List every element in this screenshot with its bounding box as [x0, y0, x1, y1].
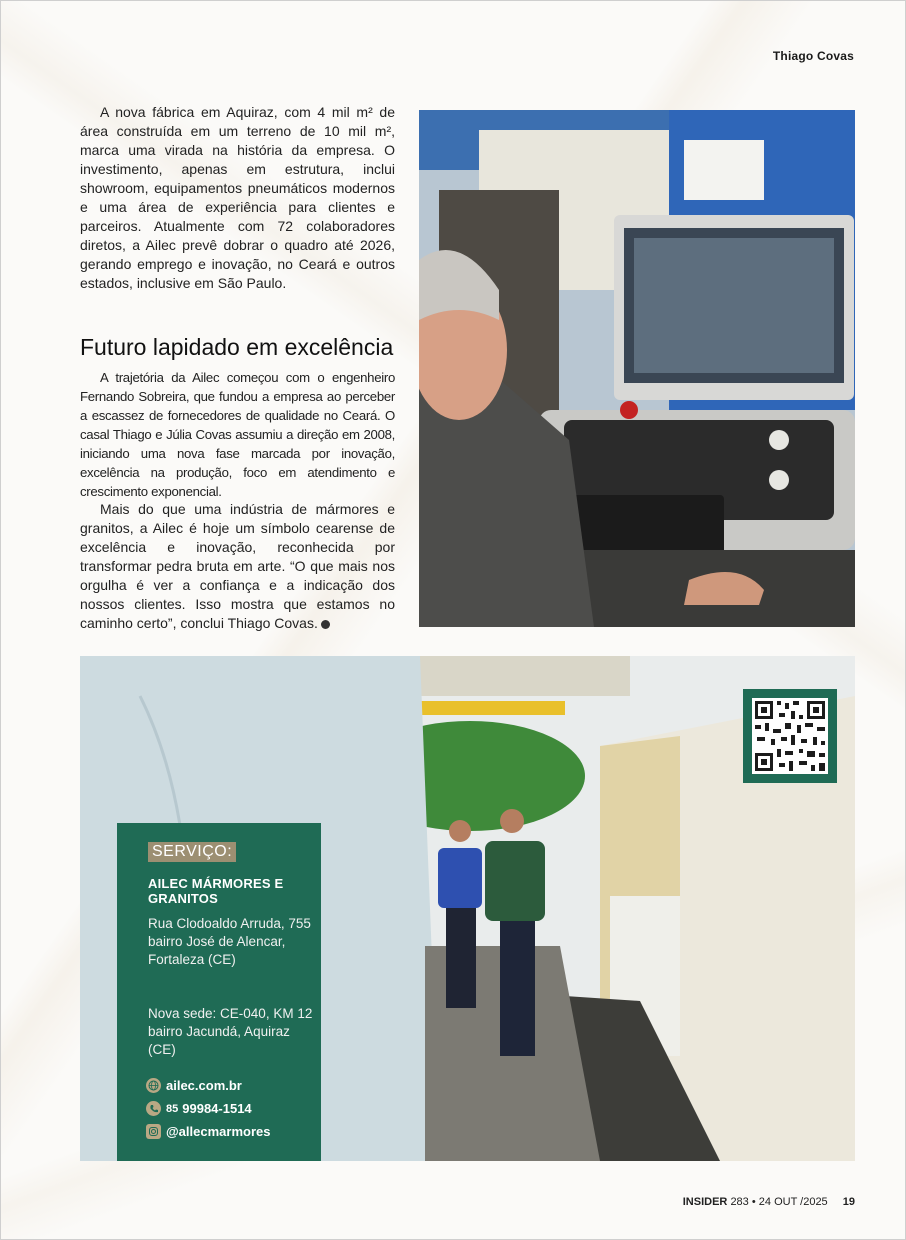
address-new-headquarters: Nova sede: CE-040, KM 12 bairro Jacundá, Aquiraz (CE): [148, 1006, 313, 1057]
author-name: Thiago Covas: [772, 49, 854, 63]
company-name: AILEC MÁRMORES E GRANITOS: [148, 876, 284, 906]
page-footer: [683, 1196, 855, 1208]
footer-bullet: •: [751, 1196, 759, 1208]
service-label: SERVIÇO:: [148, 842, 236, 862]
instagram-handle[interactable]: @allecmarmores: [166, 1124, 271, 1139]
globe-icon: [146, 1078, 161, 1093]
instagram-icon: [146, 1124, 161, 1139]
website-link[interactable]: ailec.com.br: [166, 1078, 242, 1093]
paragraph-3-text: Mais do que uma indústria de mármores e granitos, a Ailec é hoje um símbolo cearense de excelência e inovação, reconhecida por transformar pedra bruta em arte. “O que mais nos orgulha é ver a confiança e a indicação dos nossos clientes. Isso mostra que estamos no caminho certo”, conclui Thiago Covas.: [80, 501, 395, 631]
magazine-name: INSIDER: [682, 1196, 728, 1208]
article-paragraph-2: A trajetória da Ailec começou com o engenheiro Fernando Sobreira, que fundou a empresa ao perceber a escassez de fornecedores de qualidade no Ceará. O casal Thiago e Júlia Covas assumiu a direção em 2008, iniciando uma nova fase marcada por inovação, excelência na produção, foco em atendimento e crescimento exponencial.: [80, 370, 395, 499]
page-number: 19: [842, 1196, 855, 1208]
operator-control-panel-photo: [419, 110, 855, 627]
article-paragraph-1: A nova fábrica em Aquiraz, com 4 mil m² de área construída em um terreno de 10 mil m², marca uma virada na história da empresa. O investimento, apenas em estrutura, inclui showroom, equipamentos pneumáticos modernos e uma área de experiência para clientes e parceiros. Atualmente com 72 colaboradores diretos, a Ailec prevê dobrar o quadro até 2026, gerando emprego e inovação, no Ceará e outros estados, inclusive em São Paulo.: [80, 104, 395, 291]
website-row[interactable]: [146, 1078, 242, 1093]
service-box: [117, 823, 321, 1161]
instagram-row[interactable]: [146, 1124, 270, 1139]
section-heading: Futuro lapidado em excelência: [80, 334, 394, 361]
article-paragraph-3: [80, 500, 395, 633]
phone-ddd: 85: [166, 1102, 179, 1115]
issue-date: 24 OUT /2025: [758, 1196, 828, 1208]
end-mark-icon: [321, 620, 330, 629]
phone-row[interactable]: [146, 1101, 252, 1116]
qr-code[interactable]: [743, 689, 837, 783]
address-fortaleza: Rua Clodoaldo Arruda, 755 bairro José de Alencar, Fortaleza (CE): [148, 916, 311, 967]
issue-number: 283: [730, 1196, 749, 1208]
phone-number[interactable]: 99984-1514: [182, 1101, 252, 1116]
phone-icon: [146, 1101, 161, 1116]
